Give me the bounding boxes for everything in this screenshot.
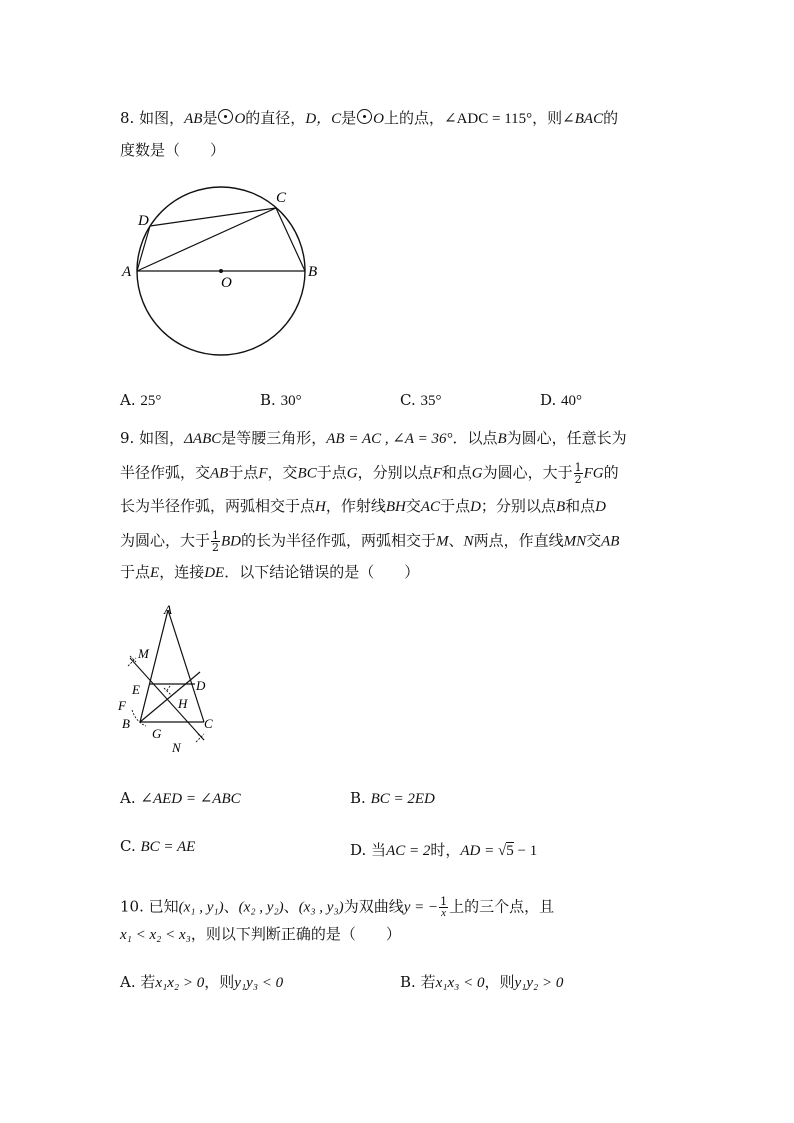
label-d: D (196, 678, 206, 693)
circle-symbol-icon (357, 109, 372, 124)
sqrt-symbol: √ (498, 843, 507, 859)
fraction-half: $\frac{1}{2}$ (574, 461, 582, 486)
label-b: B (308, 264, 318, 280)
q8-option-d: D. 40° (540, 391, 583, 409)
q9-option-b: B. BC = 2ED (350, 789, 435, 807)
label-d: D (138, 213, 149, 229)
q9-line-4: 为圆心，大于 $\frac{1}{2}$ BD的长为半径作弧，两弧相交于M、N两点，作直线MN交AB (120, 529, 620, 554)
q9-option-a: A. ∠AED = ∠ABC (120, 789, 241, 807)
q8-option-c: C. 35° (400, 391, 442, 409)
q9-option-c: C. BC = AE (120, 837, 196, 855)
label-a: A (164, 602, 172, 617)
chord-cb (276, 208, 305, 271)
q9-line-5: 于点E，连接DE．以下结论错误的是（ ） (120, 563, 420, 581)
q8-number: 8. (120, 109, 135, 127)
fraction-half: $\frac{1}{2}$ (212, 529, 220, 554)
q8-circle-figure (110, 180, 330, 365)
circle-symbol-icon (218, 109, 233, 124)
fraction-one-over-x: $\frac{1}{x}$ (440, 895, 448, 919)
q10-option-b: B. 若x₁x₃ < 0，则y₁y₂ > 0 (400, 973, 564, 991)
q8-option-a: A. 25° (120, 391, 162, 409)
q9-triangle-figure (112, 600, 222, 760)
q8-line-2: 度数是（ ） (120, 141, 226, 159)
q9-line-1: 9. 如图，ΔABC是等腰三角形，AB = AC , ∠A = 36°．以点B为圆心，任意长为 (120, 429, 627, 447)
q9-line-3: 长为半径作弧，两弧相交于点H，作射线BH交AC于点D；分别以点B和点D (120, 497, 606, 515)
q9-line-2: 半径作弧，交AB于点F，交BC于点G，分别以点F和点G为圆心，大于 $\frac{1}{2}$ FG的 (120, 461, 619, 486)
center-point (219, 269, 223, 273)
label-e: E (132, 682, 140, 697)
q10-line-1: 10. 已知(x₁ , y₁)、(x₂ , y₂)、(x₃ , y₃)为双曲线y = − $\frac{1}{x}$ 上的三个点，且 (120, 895, 555, 919)
label-b: B (122, 716, 130, 731)
q10-option-a: A. 若x₁x₂ > 0，则y₁y₃ < 0 (120, 973, 284, 991)
label-m: M (138, 646, 149, 661)
label-o: O (221, 275, 232, 291)
q10-line-2: x₁ < x₂ < x₃，则以下判断正确的是（ ） (120, 925, 401, 943)
label-c: C (204, 716, 213, 731)
arc-marks-h (164, 686, 172, 696)
side-ab (140, 610, 168, 722)
q8-line-1: 8. 如图，AB是 O的直径，D，C是 O上的点，∠ADC = 115°，则∠BAC的 (120, 109, 619, 127)
label-g: G (152, 726, 162, 741)
label-c: C (276, 190, 287, 206)
line-mn (130, 658, 204, 740)
q10-number: 10. (120, 897, 144, 916)
label-a: A (122, 264, 132, 280)
chord-ad (137, 226, 150, 271)
label-f: F (118, 698, 126, 713)
q9-number: 9. (120, 429, 135, 447)
q9-option-d: D. 当AC = 2时，AD = √5 − 1 (350, 841, 538, 859)
q8-option-b: B. 30° (260, 391, 302, 409)
label-h: H (178, 696, 188, 711)
label-n: N (172, 740, 181, 755)
